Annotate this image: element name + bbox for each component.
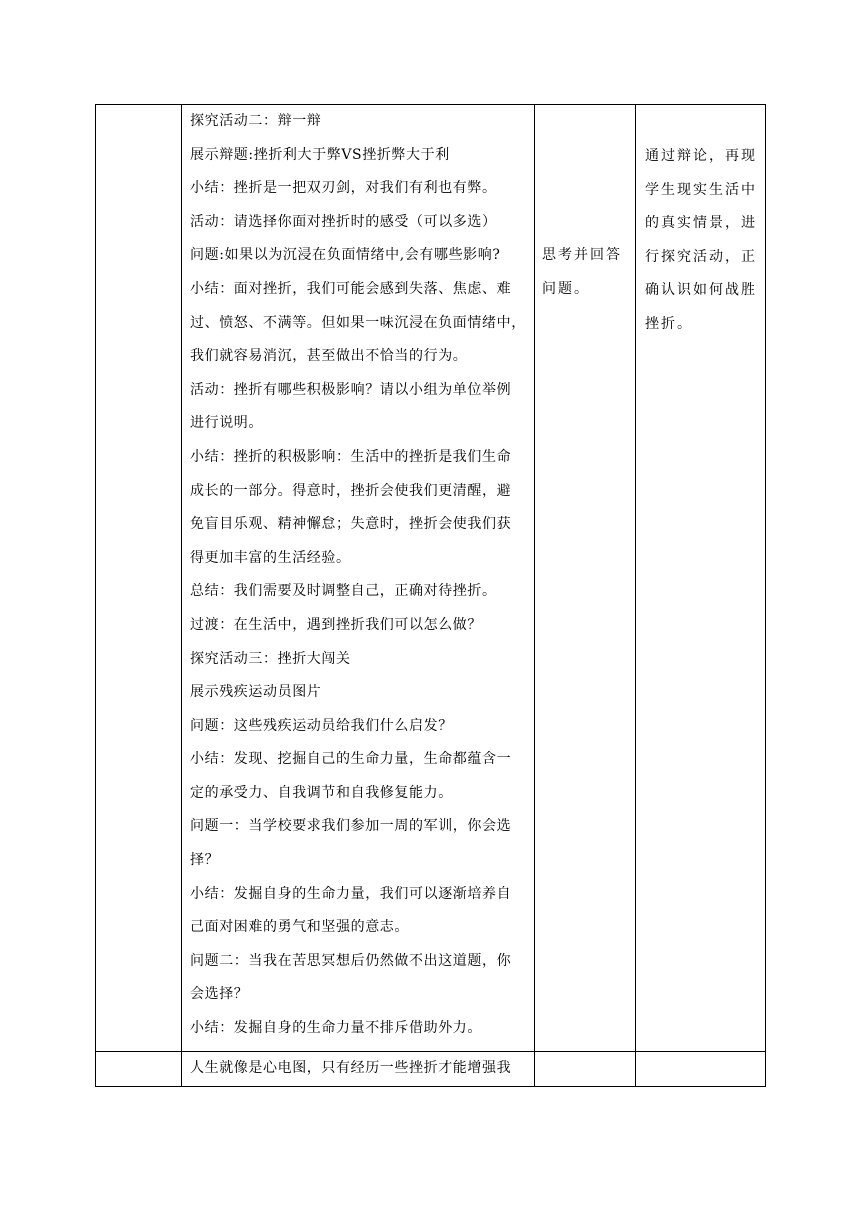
design-intent-cell bbox=[636, 1052, 766, 1087]
teacher-activity-cell bbox=[182, 105, 535, 1052]
stage-cell bbox=[96, 105, 182, 1052]
activity-line: 问题一：当学校要求我们参加一周的军训，你会选 bbox=[190, 818, 512, 835]
table-row bbox=[96, 1052, 766, 1087]
student-activity-cell bbox=[535, 105, 636, 1052]
activity-line: 问题:如果以为沉浸在负面情绪中,会有哪些影响? bbox=[190, 247, 501, 264]
activity-line: 成长的一部分。得意时，挫折会使我们更清醒，避 bbox=[190, 482, 512, 499]
activity-line: 小结：发掘自身的生命力量，我们可以逐渐培养自 bbox=[190, 885, 512, 902]
activity-line: 人生就像是心电图，只有经历一些挫折才能增强我 bbox=[190, 1060, 512, 1076]
activity-line: 活动：请选择你面对挫折时的感受（可以多选） bbox=[190, 213, 497, 230]
activity-line: 小结：面对挫折，我们可能会感到失落、焦虑、难 bbox=[190, 280, 512, 297]
activity-line: 展示辩题:挫折利大于弊VS挫折弊大于利 bbox=[190, 146, 450, 163]
activity-line: 己面对困难的勇气和坚强的意志。 bbox=[190, 919, 409, 936]
activity-line: 小结：挫折的积极影响：生活中的挫折是我们生命 bbox=[190, 448, 512, 465]
activity-line: 探究活动二：辩一辩 bbox=[190, 113, 322, 129]
lesson-plan-table bbox=[95, 104, 766, 1087]
activity-line: 探究活动三：挫折大闯关 bbox=[190, 650, 351, 667]
activity-line: 免盲目乐观、精神懈怠；失意时，挫折会使我们获 bbox=[190, 516, 512, 533]
activity-line: 问题：这些残疾运动员给我们什么启发？ bbox=[190, 717, 453, 734]
activity-line: 会选择？ bbox=[190, 986, 249, 1003]
design-intent-cell bbox=[636, 105, 766, 1052]
student-activity-text: 思考并回答问题。 bbox=[542, 247, 622, 297]
activity-line: 问题二：当我在苦思冥想后仍然做不出这道题，你 bbox=[190, 952, 512, 969]
activity-line: 过、愤怒、不满等。但如果一味沉浸在负面情绪中， bbox=[190, 314, 526, 331]
activity-line: 活动：挫折有哪些积极影响？请以小组为单位举例 bbox=[190, 381, 512, 398]
activity-line: 我们就容易消沉，甚至做出不恰当的行为。 bbox=[190, 348, 468, 365]
student-activity-cell bbox=[535, 1052, 636, 1087]
activity-line: 得更加丰富的生活经验。 bbox=[190, 549, 351, 566]
activity-line: 进行说明。 bbox=[190, 415, 263, 432]
activity-line: 小结：发现、挖掘自己的生命力量，生命都蕴含一 bbox=[190, 751, 512, 768]
design-intent-text: 通过辩论，再现学生现实生活中的真实情景，进行探究活动，正确认识如何战胜挫折。 bbox=[645, 148, 757, 332]
table-row bbox=[96, 105, 766, 1052]
stage-cell bbox=[96, 1052, 182, 1087]
teacher-activity-cell bbox=[182, 1052, 535, 1087]
activity-line: 择？ bbox=[190, 852, 220, 869]
activity-line: 总结：我们需要及时调整自己，正确对待挫折。 bbox=[190, 583, 497, 600]
activity-line: 小结：发掘自身的生命力量不排斥借助外力。 bbox=[190, 1020, 482, 1037]
activity-line: 展示残疾运动员图片 bbox=[190, 684, 322, 701]
activity-line: 小结：挫折是一把双刃剑，对我们有利也有弊。 bbox=[190, 180, 497, 197]
activity-line: 过渡：在生活中，遇到挫折我们可以怎么做？ bbox=[190, 616, 482, 633]
activity-line: 定的承受力、自我调节和自我修复能力。 bbox=[190, 784, 453, 801]
